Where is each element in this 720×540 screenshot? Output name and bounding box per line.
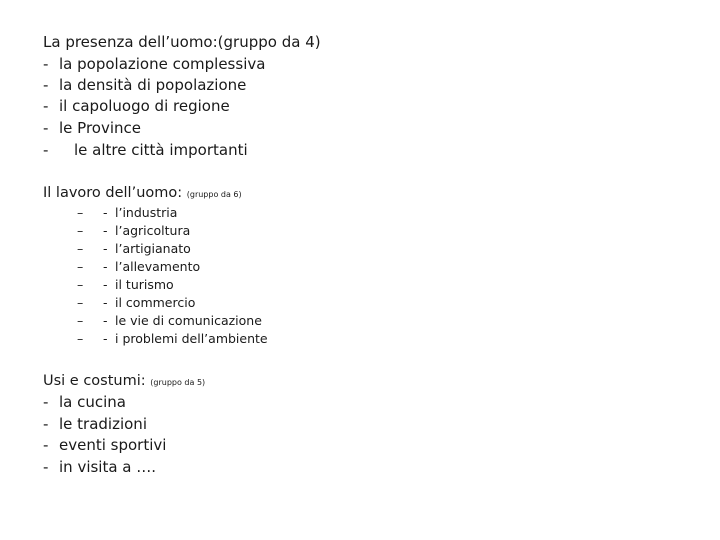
section-3-note: (gruppo da 5): [150, 378, 206, 387]
list-item: – - i problemi dell’ambiente: [77, 331, 268, 346]
list-item: - la cucina: [43, 393, 126, 411]
list-item: - le tradizioni: [43, 415, 147, 433]
list-item: – - il turismo: [77, 277, 174, 292]
section-2-note: (gruppo da 6): [186, 190, 242, 199]
list-item: - in visita a ….: [43, 458, 157, 476]
list-item: – - l’industria: [77, 205, 178, 220]
section-1-title: La presenza dell’uomo:: [43, 33, 218, 51]
list-item: – - l’agricoltura: [77, 223, 191, 238]
list-item: – - le vie di comunicazione: [77, 313, 262, 328]
section-1-note: (gruppo da 4): [217, 33, 321, 51]
list-item: - il capoluogo di regione: [43, 97, 230, 115]
section-2-heading: [43, 186, 242, 201]
section-1-heading: [43, 35, 321, 50]
section-3-title: Usi e costumi:: [43, 373, 146, 389]
list-item: - eventi sportivi: [43, 436, 167, 454]
section-2-title: Il lavoro dell’uomo:: [43, 185, 183, 201]
list-item: – - l’allevamento: [77, 259, 201, 274]
list-item: - la densità di popolazione: [43, 76, 247, 94]
list-item: - le altre città importanti: [43, 141, 248, 159]
list-item: – - il commercio: [77, 295, 196, 310]
list-item: – - l’artigianato: [77, 241, 191, 256]
list-item: - le Province: [43, 119, 141, 137]
list-item: - la popolazione complessiva: [43, 55, 266, 73]
section-3-heading: [43, 374, 205, 389]
